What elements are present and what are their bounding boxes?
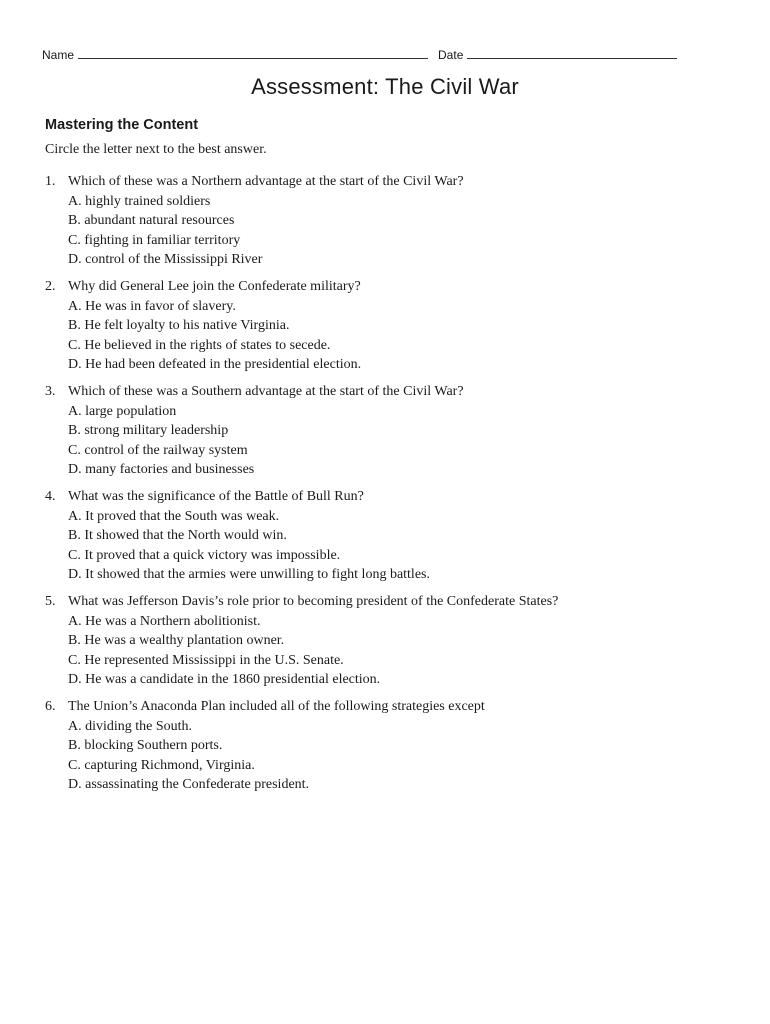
choice-d[interactable]: D. many factories and businesses	[68, 462, 255, 477]
choice-a[interactable]: A. dividing the South.	[68, 718, 193, 734]
choice-d[interactable]: D. He was a candidate in the 1860 presidential election.	[68, 672, 381, 687]
question-number: 1.	[45, 174, 56, 189]
question-number: 5.	[45, 594, 56, 609]
instructions: Circle the letter next to the best answer.	[45, 142, 267, 157]
choice-d[interactable]: D. He had been defeated in the presidential election.	[68, 357, 362, 372]
question-text: What was Jefferson Davis’s role prior to becoming president of the Confederate States?	[68, 594, 559, 609]
choice-c[interactable]: C. It proved that a quick victory was impossible.	[68, 547, 341, 563]
name-field[interactable]	[78, 58, 428, 59]
choice-list	[68, 192, 735, 270]
choice-a[interactable]: A. He was in favor of slavery.	[68, 298, 236, 314]
choice-a[interactable]: A. He was a Northern abolitionist.	[68, 613, 261, 629]
question-5	[45, 592, 735, 690]
name-label: Name	[42, 48, 75, 62]
choice-list	[68, 507, 735, 585]
choice-b[interactable]: B. He felt loyalty to his native Virginia.	[68, 318, 290, 333]
section-heading: Mastering the Content	[45, 117, 199, 133]
choice-d[interactable]: D. control of the Mississippi River	[68, 252, 263, 267]
question-3	[45, 382, 735, 480]
question-text: Which of these was a Southern advantage at the start of the Civil War?	[68, 384, 464, 399]
question-number: 3.	[45, 384, 56, 399]
question-text: Why did General Lee join the Confederate military?	[68, 279, 361, 294]
choice-list	[68, 402, 735, 480]
choice-c[interactable]: C. control of the railway system	[68, 442, 248, 458]
choice-b[interactable]: B. strong military leadership	[68, 423, 229, 438]
question-text: Which of these was a Northern advantage at the start of the Civil War?	[68, 174, 464, 189]
choice-d[interactable]: D. assassinating the Confederate president.	[68, 777, 310, 792]
question-number: 2.	[45, 279, 56, 294]
question-4	[45, 487, 735, 585]
question-list	[45, 172, 735, 802]
choice-d[interactable]: D. It showed that the armies were unwilling to fight long battles.	[68, 567, 430, 582]
question-text: What was the significance of the Battle of Bull Run?	[68, 489, 364, 504]
date-label: Date	[438, 48, 464, 62]
question-2	[45, 277, 735, 375]
choice-c[interactable]: C. fighting in familiar territory	[68, 232, 241, 248]
choice-b[interactable]: B. He was a wealthy plantation owner.	[68, 633, 285, 648]
choice-c[interactable]: C. capturing Richmond, Virginia.	[68, 757, 255, 773]
choice-list	[68, 297, 735, 375]
choice-c[interactable]: C. He represented Mississippi in the U.S. Senate.	[68, 652, 344, 668]
question-6	[45, 697, 735, 795]
page-title: Assessment: The Civil War	[251, 74, 519, 99]
name-date-header	[42, 42, 682, 62]
date-field[interactable]	[467, 58, 677, 59]
choice-list	[68, 717, 735, 795]
choice-a[interactable]: A. It proved that the South was weak.	[68, 508, 280, 524]
question-text: The Union’s Anaconda Plan included all of the following strategies except	[68, 699, 485, 714]
choice-a[interactable]: A. large population	[68, 403, 177, 419]
question-number: 4.	[45, 489, 56, 504]
question-number: 6.	[45, 699, 56, 714]
choice-a[interactable]: A. highly trained soldiers	[68, 193, 211, 209]
choice-list	[68, 612, 735, 690]
choice-b[interactable]: B. blocking Southern ports.	[68, 738, 223, 753]
choice-b[interactable]: B. abundant natural resources	[68, 213, 235, 228]
choice-b[interactable]: B. It showed that the North would win.	[68, 528, 287, 543]
choice-c[interactable]: C. He believed in the rights of states to secede.	[68, 337, 331, 353]
question-1	[45, 172, 735, 270]
